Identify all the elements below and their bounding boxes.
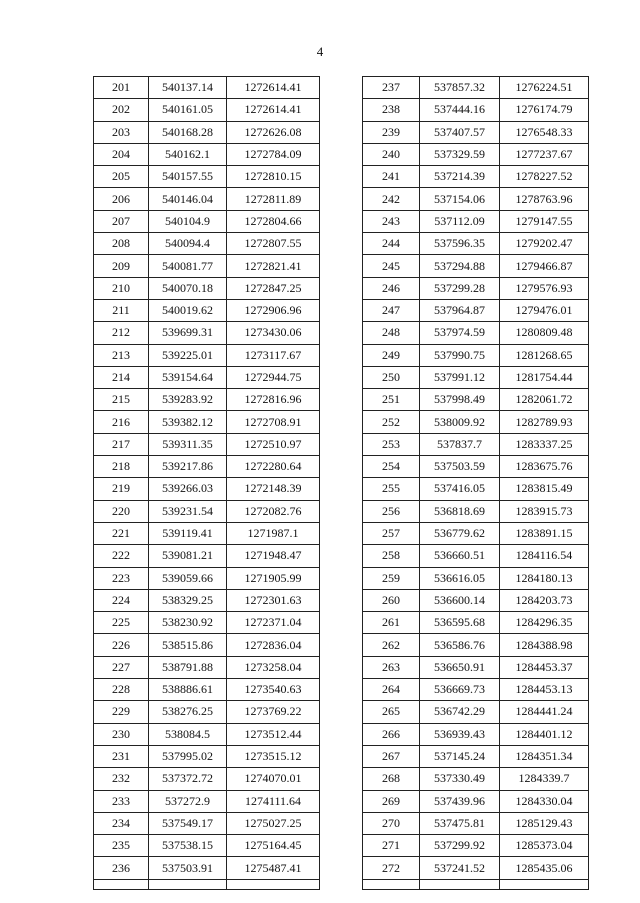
empty-cell — [500, 879, 589, 889]
table-row — [363, 456, 589, 478]
x-coordinate-cell: 538886.61 — [149, 679, 227, 701]
table-row — [363, 411, 589, 433]
x-coordinate-cell: 537549.17 — [149, 812, 227, 834]
x-coordinate-cell: 537503.91 — [149, 857, 227, 879]
point-number-cell: 222 — [94, 545, 149, 567]
y-coordinate-cell: 1273258.04 — [227, 656, 320, 678]
y-coordinate-cell: 1272148.39 — [227, 478, 320, 500]
x-coordinate-cell: 539217.86 — [149, 456, 227, 478]
y-coordinate-cell: 1272906.96 — [227, 299, 320, 321]
x-coordinate-cell: 539283.92 — [149, 389, 227, 411]
y-coordinate-cell: 1272811.89 — [227, 188, 320, 210]
table-row — [94, 634, 320, 656]
point-number-cell: 266 — [363, 723, 420, 745]
point-number-cell: 264 — [363, 679, 420, 701]
empty-cell — [227, 879, 320, 889]
point-number-cell: 268 — [363, 768, 420, 790]
point-number-cell: 201 — [94, 77, 149, 99]
point-number-cell: 215 — [94, 389, 149, 411]
y-coordinate-cell: 1272944.75 — [227, 366, 320, 388]
x-coordinate-cell: 537974.59 — [420, 322, 500, 344]
table-row — [94, 456, 320, 478]
y-coordinate-cell: 1272821.41 — [227, 255, 320, 277]
empty-row — [94, 879, 320, 889]
y-coordinate-cell: 1284388.98 — [500, 634, 589, 656]
point-number-cell: 211 — [94, 299, 149, 321]
table-row — [94, 589, 320, 611]
table-row — [94, 143, 320, 165]
point-number-cell: 206 — [94, 188, 149, 210]
x-coordinate-cell: 536600.14 — [420, 589, 500, 611]
point-number-cell: 203 — [94, 121, 149, 143]
table-row — [94, 366, 320, 388]
table-row — [363, 255, 589, 277]
point-number-cell: 224 — [94, 589, 149, 611]
point-number-cell: 239 — [363, 121, 420, 143]
point-number-cell: 272 — [363, 857, 420, 879]
point-number-cell: 216 — [94, 411, 149, 433]
point-number-cell: 261 — [363, 612, 420, 634]
table-row — [363, 545, 589, 567]
table-row — [363, 77, 589, 99]
table-row — [363, 567, 589, 589]
y-coordinate-cell: 1283915.73 — [500, 500, 589, 522]
x-coordinate-cell: 539311.35 — [149, 433, 227, 455]
table-row — [363, 612, 589, 634]
point-number-cell: 238 — [363, 99, 420, 121]
coordinates-table-left — [93, 76, 320, 890]
point-number-cell: 212 — [94, 322, 149, 344]
y-coordinate-cell: 1284203.73 — [500, 589, 589, 611]
table-row — [363, 745, 589, 767]
y-coordinate-cell: 1272708.91 — [227, 411, 320, 433]
table-row — [94, 812, 320, 834]
y-coordinate-cell: 1284401.12 — [500, 723, 589, 745]
point-number-cell: 209 — [94, 255, 149, 277]
table-row — [363, 500, 589, 522]
table-row — [94, 857, 320, 879]
x-coordinate-cell: 537372.72 — [149, 768, 227, 790]
y-coordinate-cell: 1282789.93 — [500, 411, 589, 433]
table-row — [363, 634, 589, 656]
point-number-cell: 251 — [363, 389, 420, 411]
y-coordinate-cell: 1271905.99 — [227, 567, 320, 589]
x-coordinate-cell: 536669.73 — [420, 679, 500, 701]
y-coordinate-cell: 1272626.08 — [227, 121, 320, 143]
point-number-cell: 259 — [363, 567, 420, 589]
x-coordinate-cell: 539119.41 — [149, 522, 227, 544]
table-row — [94, 389, 320, 411]
y-coordinate-cell: 1272784.09 — [227, 143, 320, 165]
y-coordinate-cell: 1284180.13 — [500, 567, 589, 589]
point-number-cell: 218 — [94, 456, 149, 478]
x-coordinate-cell: 537439.96 — [420, 790, 500, 812]
y-coordinate-cell: 1271987.1 — [227, 522, 320, 544]
point-number-cell: 217 — [94, 433, 149, 455]
point-number-cell: 270 — [363, 812, 420, 834]
y-coordinate-cell: 1284339.7 — [500, 768, 589, 790]
x-coordinate-cell: 536660.51 — [420, 545, 500, 567]
x-coordinate-cell: 538084.5 — [149, 723, 227, 745]
x-coordinate-cell: 536586.76 — [420, 634, 500, 656]
point-number-cell: 219 — [94, 478, 149, 500]
table-row — [363, 166, 589, 188]
y-coordinate-cell: 1272371.04 — [227, 612, 320, 634]
point-number-cell: 226 — [94, 634, 149, 656]
x-coordinate-cell: 537475.81 — [420, 812, 500, 834]
x-coordinate-cell: 537596.35 — [420, 233, 500, 255]
table-row — [94, 656, 320, 678]
point-number-cell: 245 — [363, 255, 420, 277]
x-coordinate-cell: 539699.31 — [149, 322, 227, 344]
y-coordinate-cell: 1283815.49 — [500, 478, 589, 500]
y-coordinate-cell: 1279576.93 — [500, 277, 589, 299]
point-number-cell: 208 — [94, 233, 149, 255]
x-coordinate-cell: 537241.52 — [420, 857, 500, 879]
table-row — [94, 121, 320, 143]
point-number-cell: 262 — [363, 634, 420, 656]
y-coordinate-cell: 1276224.51 — [500, 77, 589, 99]
y-coordinate-cell: 1273515.12 — [227, 745, 320, 767]
y-coordinate-cell: 1275164.45 — [227, 835, 320, 857]
x-coordinate-cell: 537330.49 — [420, 768, 500, 790]
table-row — [94, 166, 320, 188]
table-row — [363, 366, 589, 388]
x-coordinate-cell: 536595.68 — [420, 612, 500, 634]
table-row — [363, 299, 589, 321]
x-coordinate-cell: 539382.12 — [149, 411, 227, 433]
y-coordinate-cell: 1276174.79 — [500, 99, 589, 121]
table-row — [94, 77, 320, 99]
point-number-cell: 263 — [363, 656, 420, 678]
x-coordinate-cell: 537837.7 — [420, 433, 500, 455]
empty-cell — [149, 879, 227, 889]
x-coordinate-cell: 536939.43 — [420, 723, 500, 745]
y-coordinate-cell: 1284453.37 — [500, 656, 589, 678]
y-coordinate-cell: 1274070.01 — [227, 768, 320, 790]
point-number-cell: 243 — [363, 210, 420, 232]
y-coordinate-cell: 1285129.43 — [500, 812, 589, 834]
table-row — [363, 389, 589, 411]
point-number-cell: 250 — [363, 366, 420, 388]
point-number-cell: 232 — [94, 768, 149, 790]
point-number-cell: 255 — [363, 478, 420, 500]
y-coordinate-cell: 1272810.15 — [227, 166, 320, 188]
y-coordinate-cell: 1279476.01 — [500, 299, 589, 321]
x-coordinate-cell: 540162.1 — [149, 143, 227, 165]
y-coordinate-cell: 1285435.06 — [500, 857, 589, 879]
y-coordinate-cell: 1273540.63 — [227, 679, 320, 701]
y-coordinate-cell: 1273430.06 — [227, 322, 320, 344]
table-row — [94, 255, 320, 277]
x-coordinate-cell: 537145.24 — [420, 745, 500, 767]
x-coordinate-cell: 540168.28 — [149, 121, 227, 143]
point-number-cell: 244 — [363, 233, 420, 255]
point-number-cell: 258 — [363, 545, 420, 567]
point-number-cell: 235 — [94, 835, 149, 857]
x-coordinate-cell: 539231.54 — [149, 500, 227, 522]
page-number: 4 — [316, 44, 324, 59]
x-coordinate-cell: 536650.91 — [420, 656, 500, 678]
x-coordinate-cell: 540081.77 — [149, 255, 227, 277]
x-coordinate-cell: 538515.86 — [149, 634, 227, 656]
y-coordinate-cell: 1273512.44 — [227, 723, 320, 745]
x-coordinate-cell: 538791.88 — [149, 656, 227, 678]
table-row — [94, 522, 320, 544]
point-number-cell: 253 — [363, 433, 420, 455]
x-coordinate-cell: 536616.05 — [420, 567, 500, 589]
table-row — [363, 701, 589, 723]
table-row — [363, 433, 589, 455]
point-number-cell: 265 — [363, 701, 420, 723]
x-coordinate-cell: 537538.15 — [149, 835, 227, 857]
point-number-cell: 241 — [363, 166, 420, 188]
table-row — [94, 433, 320, 455]
point-number-cell: 230 — [94, 723, 149, 745]
y-coordinate-cell: 1284330.04 — [500, 790, 589, 812]
x-coordinate-cell: 536818.69 — [420, 500, 500, 522]
x-coordinate-cell: 540104.9 — [149, 210, 227, 232]
point-number-cell: 205 — [94, 166, 149, 188]
table-row — [94, 299, 320, 321]
point-number-cell: 256 — [363, 500, 420, 522]
table-row — [363, 768, 589, 790]
y-coordinate-cell: 1272301.63 — [227, 589, 320, 611]
table-row — [363, 656, 589, 678]
point-number-cell: 233 — [94, 790, 149, 812]
point-number-cell: 260 — [363, 589, 420, 611]
x-coordinate-cell: 540146.04 — [149, 188, 227, 210]
point-number-cell: 220 — [94, 500, 149, 522]
table-row — [363, 812, 589, 834]
y-coordinate-cell: 1272614.41 — [227, 77, 320, 99]
table-row — [94, 210, 320, 232]
point-number-cell: 221 — [94, 522, 149, 544]
point-number-cell: 236 — [94, 857, 149, 879]
table-row — [363, 344, 589, 366]
x-coordinate-cell: 537154.06 — [420, 188, 500, 210]
y-coordinate-cell: 1284453.13 — [500, 679, 589, 701]
table-row — [94, 790, 320, 812]
table-row — [94, 500, 320, 522]
y-coordinate-cell: 1274111.64 — [227, 790, 320, 812]
point-number-cell: 271 — [363, 835, 420, 857]
x-coordinate-cell: 540157.55 — [149, 166, 227, 188]
table-row — [363, 99, 589, 121]
y-coordinate-cell: 1277237.67 — [500, 143, 589, 165]
point-number-cell: 240 — [363, 143, 420, 165]
table-row — [94, 233, 320, 255]
y-coordinate-cell: 1276548.33 — [500, 121, 589, 143]
point-number-cell: 210 — [94, 277, 149, 299]
point-number-cell: 213 — [94, 344, 149, 366]
y-coordinate-cell: 1284296.35 — [500, 612, 589, 634]
y-coordinate-cell: 1279202.47 — [500, 233, 589, 255]
y-coordinate-cell: 1275027.25 — [227, 812, 320, 834]
table-row — [363, 322, 589, 344]
table-row — [363, 277, 589, 299]
table-row — [363, 589, 589, 611]
point-number-cell: 237 — [363, 77, 420, 99]
y-coordinate-cell: 1272816.96 — [227, 389, 320, 411]
table-row — [94, 723, 320, 745]
x-coordinate-cell: 537503.59 — [420, 456, 500, 478]
point-number-cell: 228 — [94, 679, 149, 701]
table-row — [363, 143, 589, 165]
x-coordinate-cell: 539154.64 — [149, 366, 227, 388]
y-coordinate-cell: 1281754.44 — [500, 366, 589, 388]
table-row — [94, 344, 320, 366]
y-coordinate-cell: 1283337.25 — [500, 433, 589, 455]
table-row — [94, 545, 320, 567]
y-coordinate-cell: 1285373.04 — [500, 835, 589, 857]
point-number-cell: 204 — [94, 143, 149, 165]
point-number-cell: 249 — [363, 344, 420, 366]
x-coordinate-cell: 540070.18 — [149, 277, 227, 299]
table-row — [94, 701, 320, 723]
y-coordinate-cell: 1279147.55 — [500, 210, 589, 232]
x-coordinate-cell: 540019.62 — [149, 299, 227, 321]
y-coordinate-cell: 1272280.64 — [227, 456, 320, 478]
x-coordinate-cell: 540094.4 — [149, 233, 227, 255]
x-coordinate-cell: 537995.02 — [149, 745, 227, 767]
x-coordinate-cell: 537272.9 — [149, 790, 227, 812]
point-number-cell: 234 — [94, 812, 149, 834]
x-coordinate-cell: 537998.49 — [420, 389, 500, 411]
x-coordinate-cell: 539081.21 — [149, 545, 227, 567]
point-number-cell: 242 — [363, 188, 420, 210]
y-coordinate-cell: 1272847.25 — [227, 277, 320, 299]
y-coordinate-cell: 1272836.04 — [227, 634, 320, 656]
y-coordinate-cell: 1281268.65 — [500, 344, 589, 366]
table-row — [363, 857, 589, 879]
table-row — [363, 790, 589, 812]
y-coordinate-cell: 1283891.15 — [500, 522, 589, 544]
table-row — [94, 679, 320, 701]
x-coordinate-cell: 537299.28 — [420, 277, 500, 299]
coordinates-table-right — [362, 76, 589, 890]
table-row — [94, 411, 320, 433]
y-coordinate-cell: 1273769.22 — [227, 701, 320, 723]
x-coordinate-cell: 537444.16 — [420, 99, 500, 121]
y-coordinate-cell: 1280809.48 — [500, 322, 589, 344]
x-coordinate-cell: 538009.92 — [420, 411, 500, 433]
table-row — [94, 277, 320, 299]
x-coordinate-cell: 539266.03 — [149, 478, 227, 500]
x-coordinate-cell: 537299.92 — [420, 835, 500, 857]
point-number-cell: 202 — [94, 99, 149, 121]
table-row — [363, 679, 589, 701]
table-row — [94, 99, 320, 121]
y-coordinate-cell: 1284351.34 — [500, 745, 589, 767]
point-number-cell: 231 — [94, 745, 149, 767]
table-row — [94, 612, 320, 634]
point-number-cell: 247 — [363, 299, 420, 321]
point-number-cell: 225 — [94, 612, 149, 634]
table-row — [363, 121, 589, 143]
x-coordinate-cell: 540137.14 — [149, 77, 227, 99]
table-row — [363, 478, 589, 500]
y-coordinate-cell: 1283675.76 — [500, 456, 589, 478]
x-coordinate-cell: 536742.29 — [420, 701, 500, 723]
x-coordinate-cell: 537416.05 — [420, 478, 500, 500]
x-coordinate-cell: 540161.05 — [149, 99, 227, 121]
table-row — [363, 723, 589, 745]
table-row — [363, 522, 589, 544]
x-coordinate-cell: 538329.25 — [149, 589, 227, 611]
y-coordinate-cell: 1272804.66 — [227, 210, 320, 232]
y-coordinate-cell: 1282061.72 — [500, 389, 589, 411]
table-row — [363, 188, 589, 210]
y-coordinate-cell: 1278763.96 — [500, 188, 589, 210]
y-coordinate-cell: 1271948.47 — [227, 545, 320, 567]
empty-cell — [363, 879, 420, 889]
table-row — [94, 768, 320, 790]
x-coordinate-cell: 539059.66 — [149, 567, 227, 589]
table-row — [363, 233, 589, 255]
point-number-cell: 227 — [94, 656, 149, 678]
x-coordinate-cell: 539225.01 — [149, 344, 227, 366]
point-number-cell: 252 — [363, 411, 420, 433]
table-row — [363, 210, 589, 232]
point-number-cell: 207 — [94, 210, 149, 232]
point-number-cell: 246 — [363, 277, 420, 299]
x-coordinate-cell: 538230.92 — [149, 612, 227, 634]
table-row — [94, 188, 320, 210]
y-coordinate-cell: 1272082.76 — [227, 500, 320, 522]
table-row — [94, 835, 320, 857]
point-number-cell: 223 — [94, 567, 149, 589]
table-row — [94, 567, 320, 589]
table-row — [94, 745, 320, 767]
y-coordinate-cell: 1272807.55 — [227, 233, 320, 255]
x-coordinate-cell: 537294.88 — [420, 255, 500, 277]
y-coordinate-cell: 1279466.87 — [500, 255, 589, 277]
empty-cell — [94, 879, 149, 889]
x-coordinate-cell: 537857.32 — [420, 77, 500, 99]
x-coordinate-cell: 538276.25 — [149, 701, 227, 723]
point-number-cell: 214 — [94, 366, 149, 388]
x-coordinate-cell: 537214.39 — [420, 166, 500, 188]
y-coordinate-cell: 1273117.67 — [227, 344, 320, 366]
y-coordinate-cell: 1284116.54 — [500, 545, 589, 567]
point-number-cell: 267 — [363, 745, 420, 767]
table-row — [363, 835, 589, 857]
y-coordinate-cell: 1278227.52 — [500, 166, 589, 188]
x-coordinate-cell: 537964.87 — [420, 299, 500, 321]
x-coordinate-cell: 536779.62 — [420, 522, 500, 544]
y-coordinate-cell: 1272510.97 — [227, 433, 320, 455]
empty-row — [363, 879, 589, 889]
x-coordinate-cell: 537991.12 — [420, 366, 500, 388]
point-number-cell: 254 — [363, 456, 420, 478]
table-row — [94, 478, 320, 500]
x-coordinate-cell: 537112.09 — [420, 210, 500, 232]
y-coordinate-cell: 1284441.24 — [500, 701, 589, 723]
point-number-cell: 229 — [94, 701, 149, 723]
y-coordinate-cell: 1275487.41 — [227, 857, 320, 879]
x-coordinate-cell: 537329.59 — [420, 143, 500, 165]
point-number-cell: 257 — [363, 522, 420, 544]
y-coordinate-cell: 1272614.41 — [227, 99, 320, 121]
x-coordinate-cell: 537407.57 — [420, 121, 500, 143]
point-number-cell: 269 — [363, 790, 420, 812]
x-coordinate-cell: 537990.75 — [420, 344, 500, 366]
empty-cell — [420, 879, 500, 889]
table-row — [94, 322, 320, 344]
point-number-cell: 248 — [363, 322, 420, 344]
